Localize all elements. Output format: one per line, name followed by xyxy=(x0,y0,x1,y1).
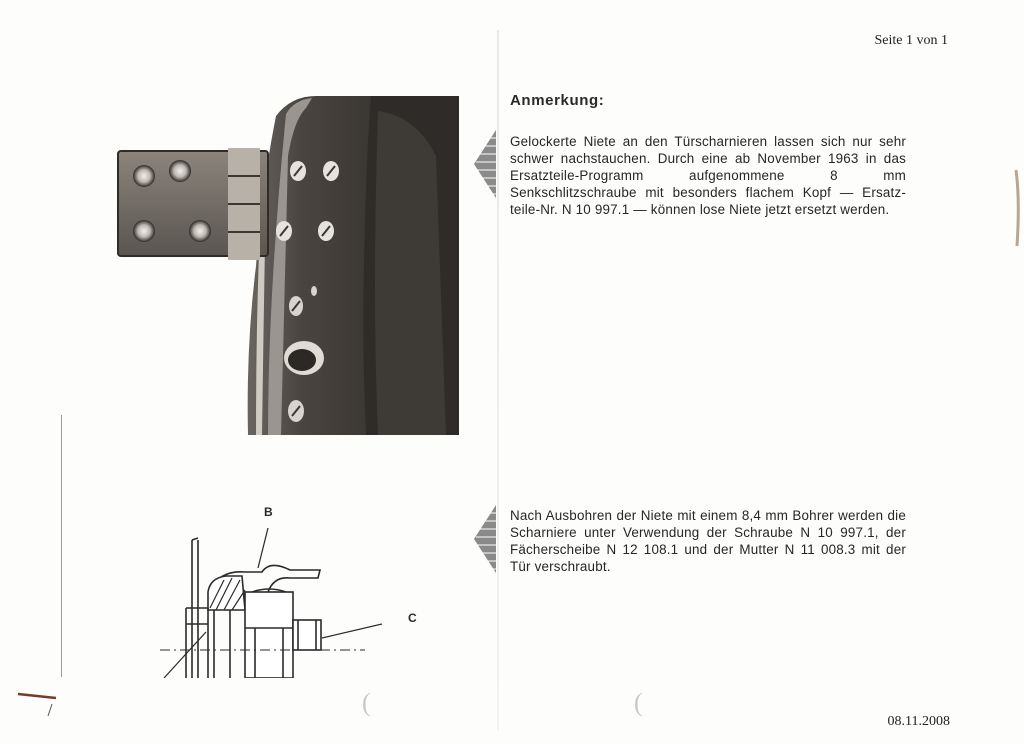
hinge-cross-section-diagram xyxy=(150,500,440,678)
scan-edge-line xyxy=(61,415,62,677)
margin-arrow-marker xyxy=(472,503,498,575)
pen-mark xyxy=(16,686,62,716)
margin-arrow-marker xyxy=(472,128,498,200)
diagram-label-c: C xyxy=(408,611,417,625)
scan-mark-paren: ( xyxy=(634,688,643,717)
door-hinge-photo xyxy=(116,96,459,435)
diagram-label-b: B xyxy=(264,505,273,519)
scan-mark-paren: ( xyxy=(362,688,371,717)
scan-edge-smudge xyxy=(1012,160,1024,250)
note-heading: Anmerkung: xyxy=(510,92,605,109)
page-date: 08.11.2008 xyxy=(887,714,950,729)
note-paragraph-2: Nach Ausbohren der Niete mit einem 8,4 mm Bohrer werden die Scharniere unter Verwendung der Schraube N 10 997.1, der Fächerscheibe N 12 108.1 und der Mutter N 11 008.3 mit der Tür verschraubt. xyxy=(510,508,906,574)
page-counter: Seite 1 von 1 xyxy=(874,33,948,48)
note-paragraph-1: Gelockerte Niete an den Türscharnieren lassen sich nur sehr schwer nachstauchen. Durch eine ab November 1963 in das Ersatzteile-Programm aufgenommene 8 mm Senkschlitzschraube mit besonders flachem Kopf — Ersatz-teile-Nr. N 10 997.1 — können lose Niete jetzt ersetzt werden. xyxy=(510,134,906,217)
